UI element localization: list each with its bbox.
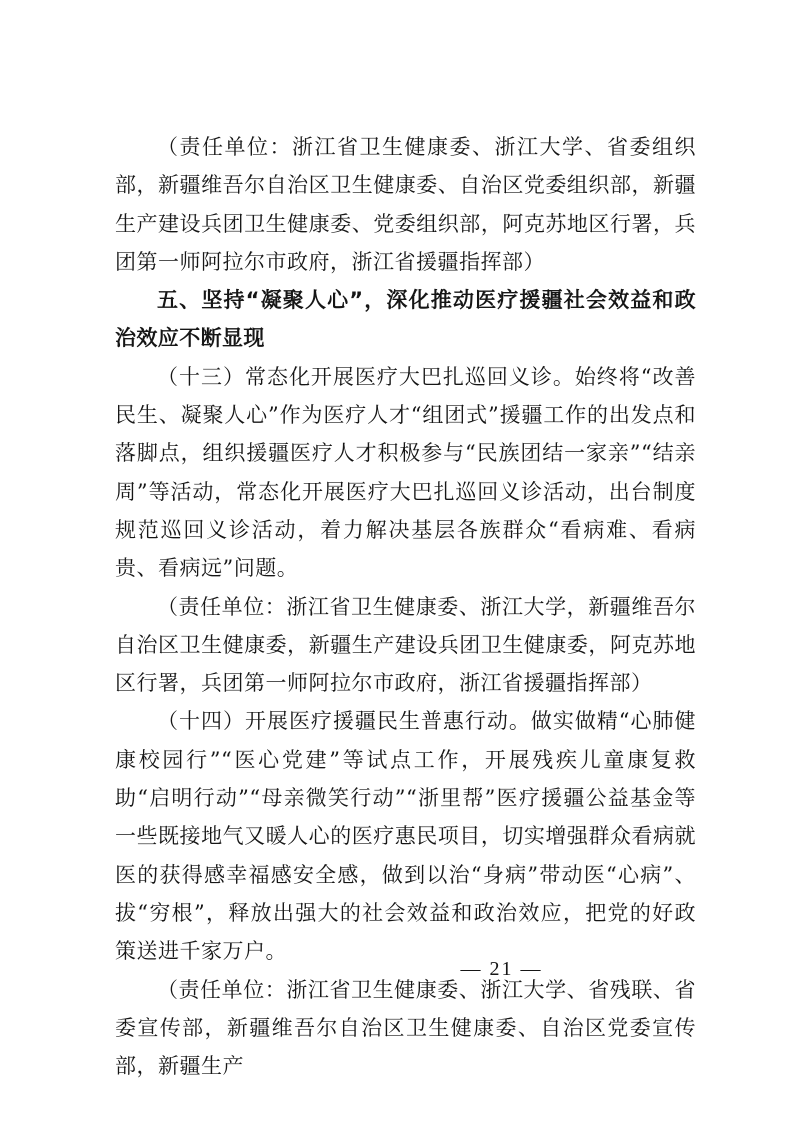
- page-number: — 21 —: [460, 958, 543, 980]
- responsibility-paragraph-3: （责任单位：浙江省卫生健康委、浙江大学、省残联、省委宣传部，新疆维吾尔自治区卫生健康委、自治区党委宣传部，新疆生产: [115, 977, 696, 1079]
- document-body: [115, 128, 696, 1085]
- section-heading-5: 五、坚持“凝聚人心”，深化推动医疗援疆社会效益和政治效应不断显现: [115, 288, 696, 351]
- responsibility-paragraph-2: （责任单位：浙江省卫生健康委、浙江大学，新疆维吾尔自治区卫生健康委，新疆生产建设兵团卫生健康委，阿克苏地区行署，兵团第一师阿拉尔市政府，浙江省援疆指挥部）: [115, 594, 696, 696]
- item-13-paragraph: （十三）常态化开展医疗大巴扎巡回义诊。始终将“改善民生、凝聚人心”作为医疗人才“组团式”援疆工作的出发点和落脚点，组织援疆医疗人才积极参与“民族团结一家亲”“结亲周”等活动，常态化开展医疗大巴扎巡回义诊活动，出台制度规范巡回义诊活动，着力解决基层各族群众“看病难、看病贵、看病远”问题。: [115, 364, 696, 581]
- responsibility-paragraph-1: （责任单位：浙江省卫生健康委、浙江大学、省委组织部，新疆维吾尔自治区卫生健康委、自治区党委组织部，新疆生产建设兵团卫生健康委、党委组织部，阿克苏地区行署，兵团第一师阿拉尔市政府，浙江省援疆指挥部）: [115, 135, 696, 274]
- item-14-paragraph: （十四）开展医疗援疆民生普惠行动。做实做精“心肺健康校园行”“医心党建”等试点工作，开展残疾儿童康复救助“启明行动”“母亲微笑行动”“浙里帮”医疗援疆公益基金等一些既接地气又暖人心的医疗惠民项目，切实增强群众看病就医的获得感幸福感安全感，做到以治“身病”带动医“心病”、拔“穷根”，释放出强大的社会效益和政治效应，把党的好政策送进千家万户。: [115, 709, 696, 964]
